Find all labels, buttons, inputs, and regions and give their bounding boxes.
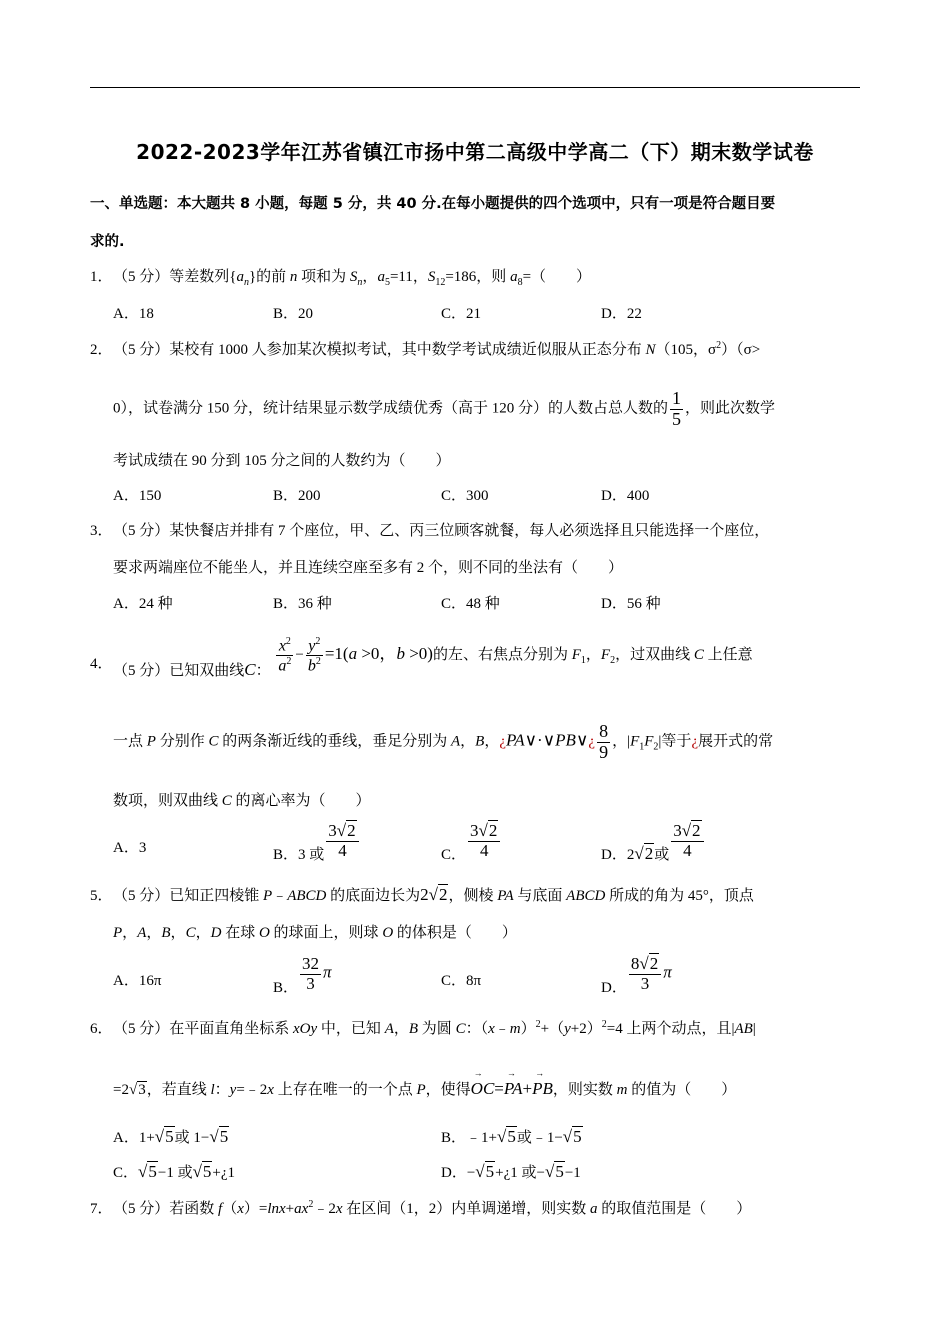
q5-option-c: C．8π	[441, 973, 482, 989]
q4-line3: 数项，则双曲线 C 的离心率为（ ）	[113, 793, 371, 809]
q2-option-a: A．150	[113, 488, 162, 504]
section-heading: 一、单选题：本大题共 8 小题，每题 5 分，共 40 分.在每小题提供的四个选项中，只有一项是符合题目要	[90, 196, 776, 212]
q1-number: 1．	[90, 269, 113, 285]
q1-option-b: B．20	[273, 306, 314, 322]
q2-option-d: D．400	[601, 488, 650, 504]
q2-option-b: B．200	[273, 488, 321, 504]
q6-line1: （5 分）在平面直角坐标系 xOy 中，已知 A，B 为圆 C：$(x﹣m)^2+(y+2)^2=4$ 上两个动点，且|AB|	[113, 1019, 756, 1037]
q3-line2: 要求两端座位不能坐人，并且连续空座至多有 2 个，则不同的坐法有（ ）	[113, 560, 624, 576]
q2-line3: 考试成绩在 90 分到 105 分之间的人数约为（ ）	[113, 453, 451, 469]
q6-option-d: D．−√5+¿1 或−√5−1	[441, 1162, 581, 1181]
q1-option-a: A．18	[113, 306, 154, 322]
q6-number: 6．	[90, 1021, 113, 1037]
q2-number: 2．	[90, 342, 113, 358]
q6-option-b: B．﹣1+√5或﹣1−√5	[441, 1127, 582, 1146]
section-heading-cont: 求的.	[90, 234, 125, 250]
q7-line1: （5 分）若函数 $f(x)=\ln x+ax^2﹣2x$ 在区间（1，2）内单调递增，则实数 a 的取值范围是（ ）	[113, 1199, 752, 1217]
q4-line1: （5 分）已知双曲线C： $\frac{x^2}{a^2}$ − $\frac{y^2}{b^2}$ =1(a >0，b >0)的左、右焦点分别为 $F_1$，$F_2$，过双曲线 C 上任意	[113, 636, 753, 679]
q5-option-a: A．16π	[113, 973, 162, 989]
q6-option-c: C．√5−1 或√5+¿1	[113, 1162, 236, 1181]
q1-option-c: C．21	[441, 306, 482, 322]
q3-number: 3．	[90, 523, 113, 539]
q5-line2: P，A，B，C，D 在球 O 的球面上，则球 O 的体积是（ ）	[113, 925, 517, 941]
q1-option-d: D．22	[601, 306, 642, 322]
q3-option-a: A．24 种	[113, 596, 173, 612]
q2-line2: 0），试卷满分 150 分，统计结果显示数学成绩优秀（高于 120 分）的人数占总人数的 $\frac{1}{5}$ ，则此次数学	[113, 388, 776, 429]
q2-option-c: C．300	[441, 488, 489, 504]
header-rule	[90, 87, 860, 88]
q5-option-b: B． $\frac{32}{3}$ π	[273, 954, 332, 996]
q1-stem: （5 分）等差数列$\{a_n\}$的前 n 项和为 $S_n$，$a_5=11$，$S_{12}=186$，则 $a_8=$（ ）	[113, 269, 592, 288]
q4-number: 4．	[90, 656, 113, 672]
q4-line2: 一点 P 分别作 C 的两条渐近线的垂线，垂足分别为 A，B，¿PA∨·∨PB∨¿ $\frac{8}{9}$ ，$|F_1F_2|$等于¿展开式的常	[113, 721, 774, 762]
q4-option-c: C． $\frac{3√2}{4}$	[441, 822, 502, 860]
q4-option-b: B．3 或 $\frac{3√2}{4}$	[273, 822, 361, 860]
q3-option-c: C．48 种	[441, 596, 500, 612]
q5-option-d: D． $\frac{8√2}{3}$ π	[601, 954, 672, 996]
q3-line1: （5 分）某快餐店并排有 7 个座位，甲、乙、丙三位顾客就餐，每人必须选择且只能选择一个座位，	[113, 523, 770, 539]
q5-line1: （5 分）已知正四棱锥 P﹣ABCD 的底面边长为2√2，侧棱 PA 与底面 ABCD 所成的角为 45°，顶点	[113, 885, 754, 904]
q6-line2: =2√3，若直线 l：y=﹣2x 上存在唯一的一个点 P，使得→ OC=→ PA+→ PB，则实数 m 的值为（ ）	[113, 1078, 736, 1099]
q5-number: 5．	[90, 888, 113, 904]
q7-number: 7．	[90, 1201, 113, 1217]
page-title: 2022-2023学年江苏省镇江市扬中第二高级中学高二（下）期末数学试卷	[136, 140, 814, 164]
q3-option-d: D．56 种	[601, 596, 661, 612]
q3-option-b: B．36 种	[273, 596, 332, 612]
q4-option-a: A．3	[113, 840, 147, 856]
q4-option-d: D．2√2或 $\frac{3√2}{4}$	[601, 822, 706, 860]
q6-option-a: A．1+√5或 1−√5	[113, 1127, 229, 1146]
q2-line1: （5 分）某校有 1000 人参加某次模拟考试，其中数学考试成绩近似服从正态分布 N（105，$\sigma^2)(\sigma>$	[113, 340, 761, 358]
